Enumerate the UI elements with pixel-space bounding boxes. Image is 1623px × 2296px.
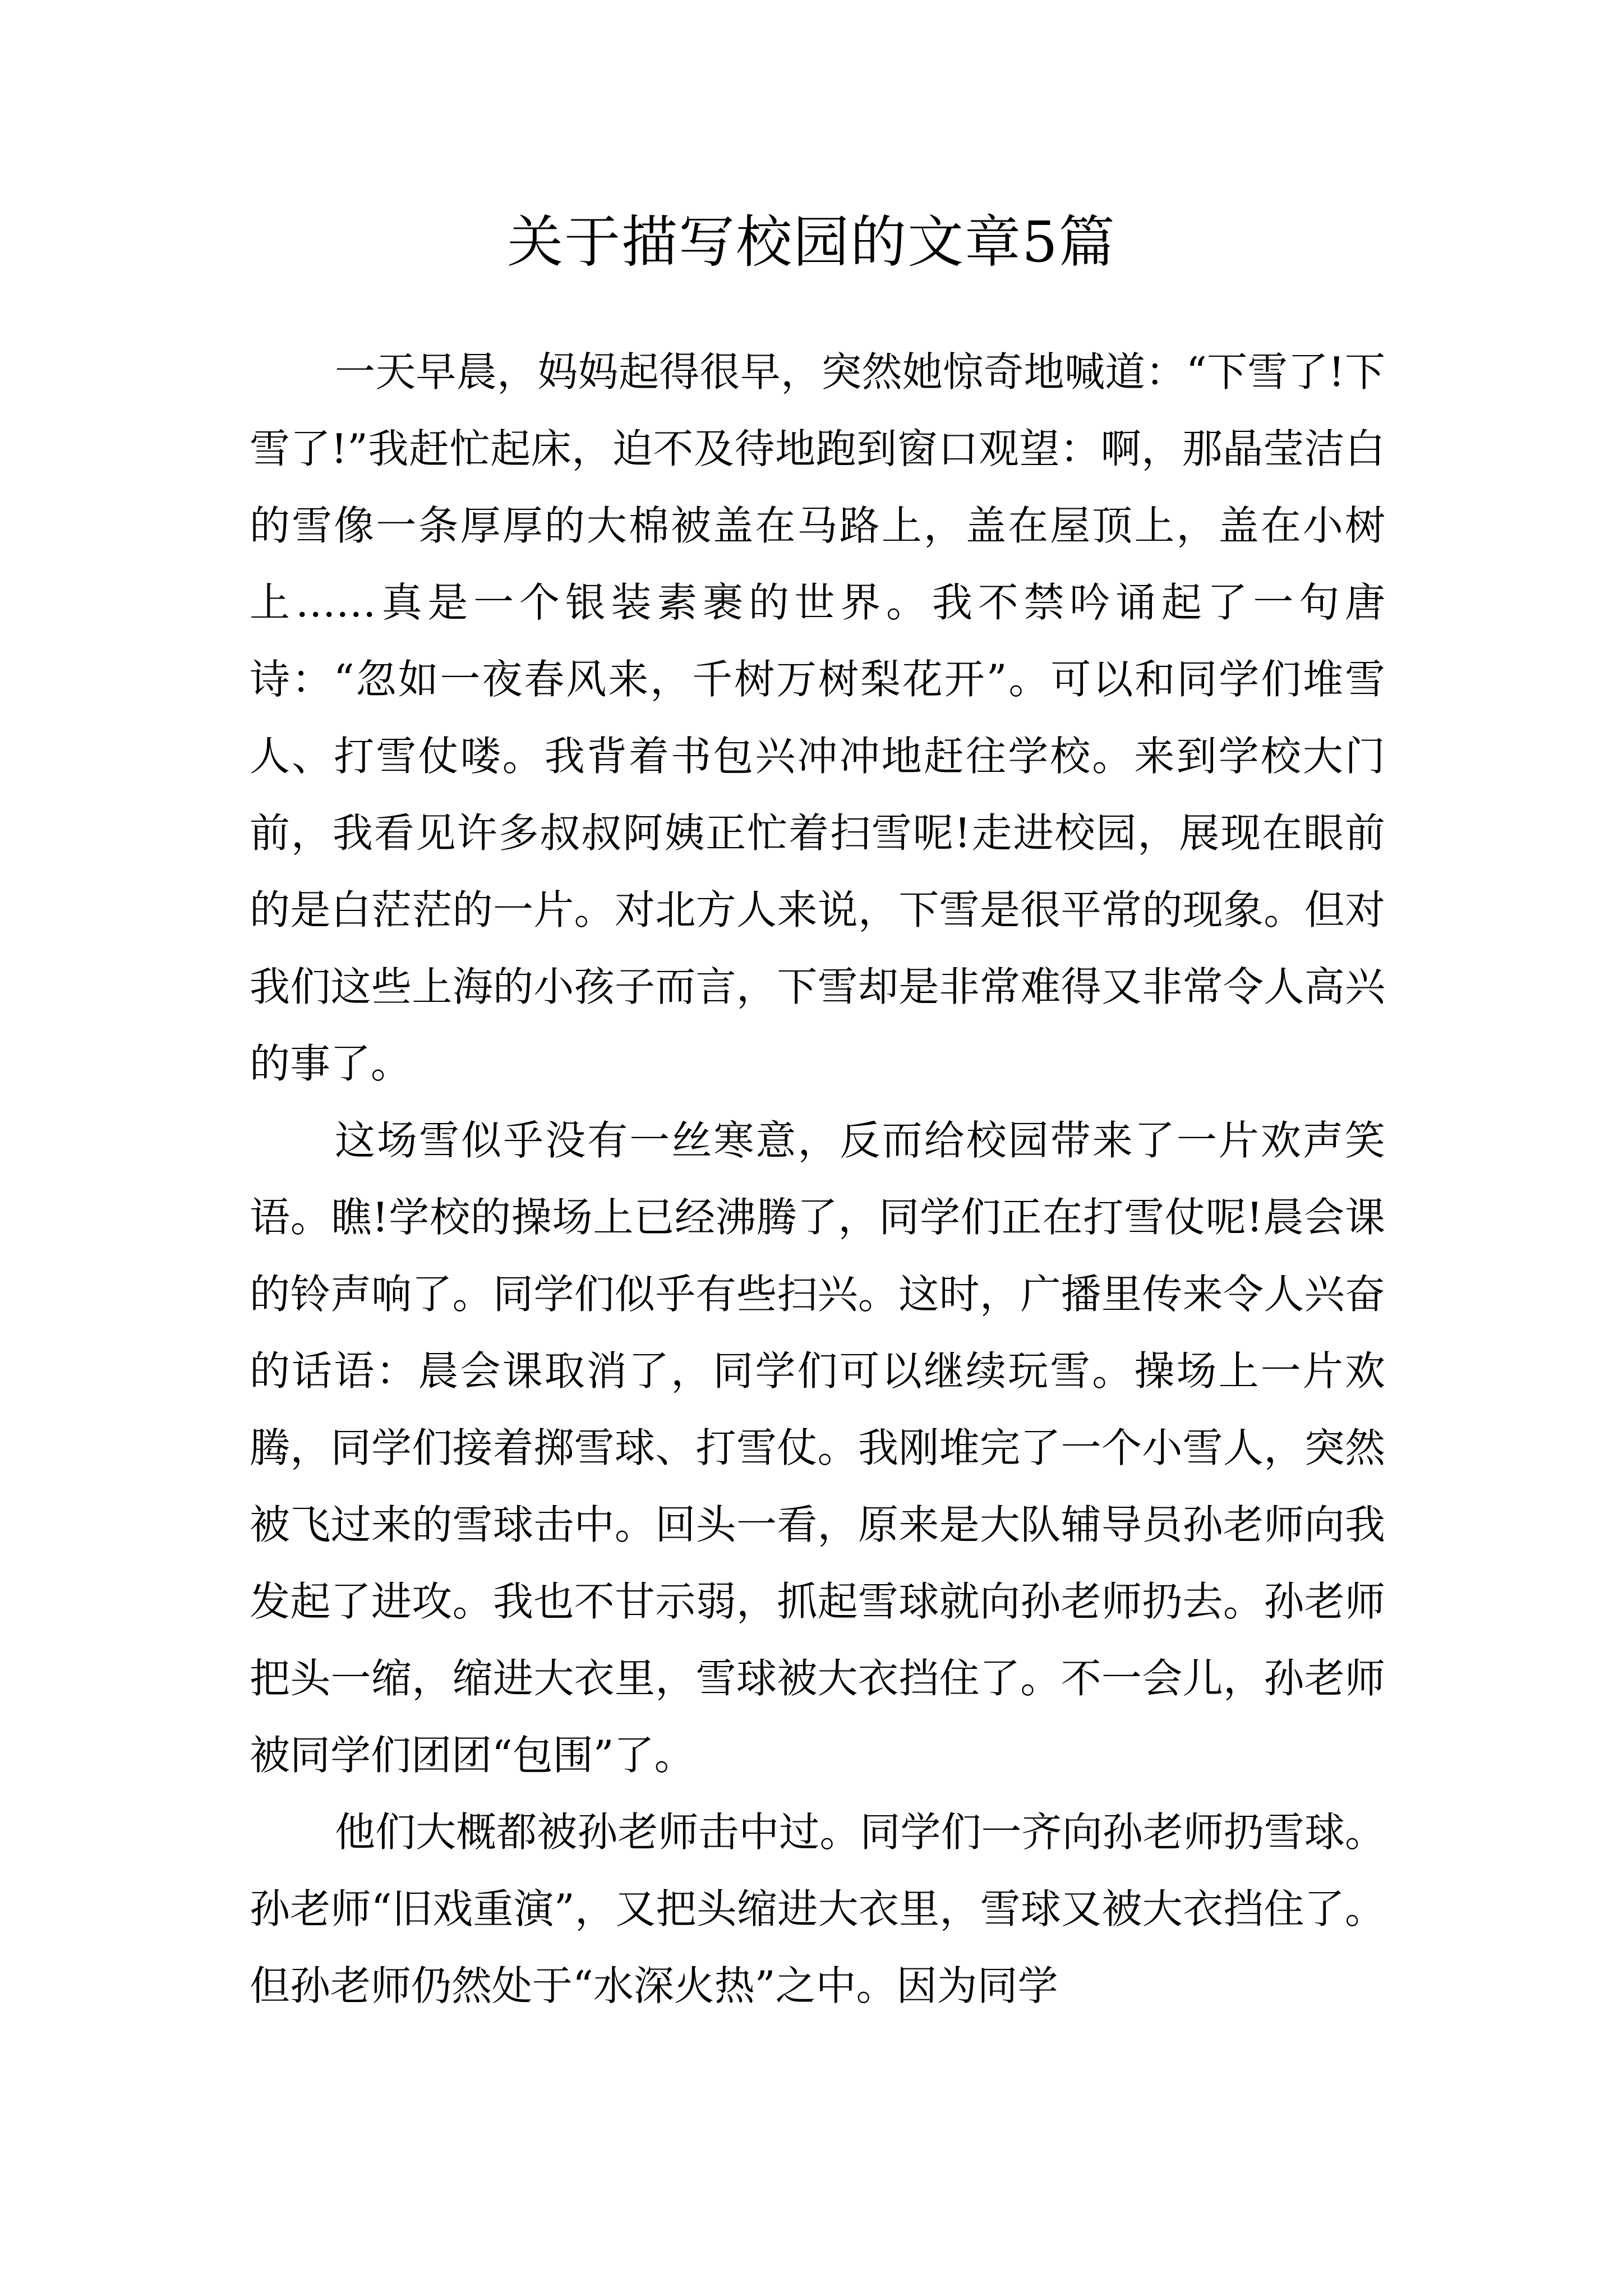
document-title: 关于描写校园的文章5篇 [507,209,1116,275]
paragraph: 他们大概都被孙老师击中过。同学们一齐向孙老师扔雪球。孙老师“旧戏重演”，又把头缩进大衣里，雪球又被大衣挡住了。但孙老师仍然处于“水深火热”之中。因为同学 [250,1809,1385,2009]
paragraph: 一天早晨，妈妈起得很早，突然她惊奇地喊道：“下雪了!下雪了!”我赶忙起床，迫不及待地跑到窗口观望：啊，那晶莹洁白的雪像一条厚厚的大棉被盖在马路上，盖在屋顶上，盖在小树上……真是一个银装素裹的世界。我不禁吟诵起了一句唐诗：“忽如一夜春风来，千树万树梨花开”。可以和同学们堆雪人、打雪仗喽。我背着书包兴冲冲地赶往学校。来到学校大门前，我看见许多叔叔阿姨正忙着扫雪呢!走进校园，展现在眼前的是白茫茫的一片。对北方人来说，下雪是很平常的现象。但对我们这些上海的小孩子而言，下雪却是非常难得又非常令人高兴的事了。 [250,348,1385,1087]
paragraph: 这场雪似乎没有一丝寒意，反而给校园带来了一片欢声笑语。瞧!学校的操场上已经沸腾了，同学们正在打雪仗呢!晨会课的铃声响了。同学们似乎有些扫兴。这时，广播里传来令人兴奋的话语：晨会课取消了，同学们可以继续玩雪。操场上一片欢腾，同学们接着掷雪球、打雪仗。我刚堆完了一个小雪人，突然被飞过来的雪球击中。回头一看，原来是大队辅导员孙老师向我发起了进攻。我也不甘示弱，抓起雪球就向孙老师扔去。孙老师把头一缩，缩进大衣里，雪球被大衣挡住了。不一会儿，孙老师被同学们团团“包围”了。 [250,1117,1385,1779]
document-body [250,334,1385,2024]
